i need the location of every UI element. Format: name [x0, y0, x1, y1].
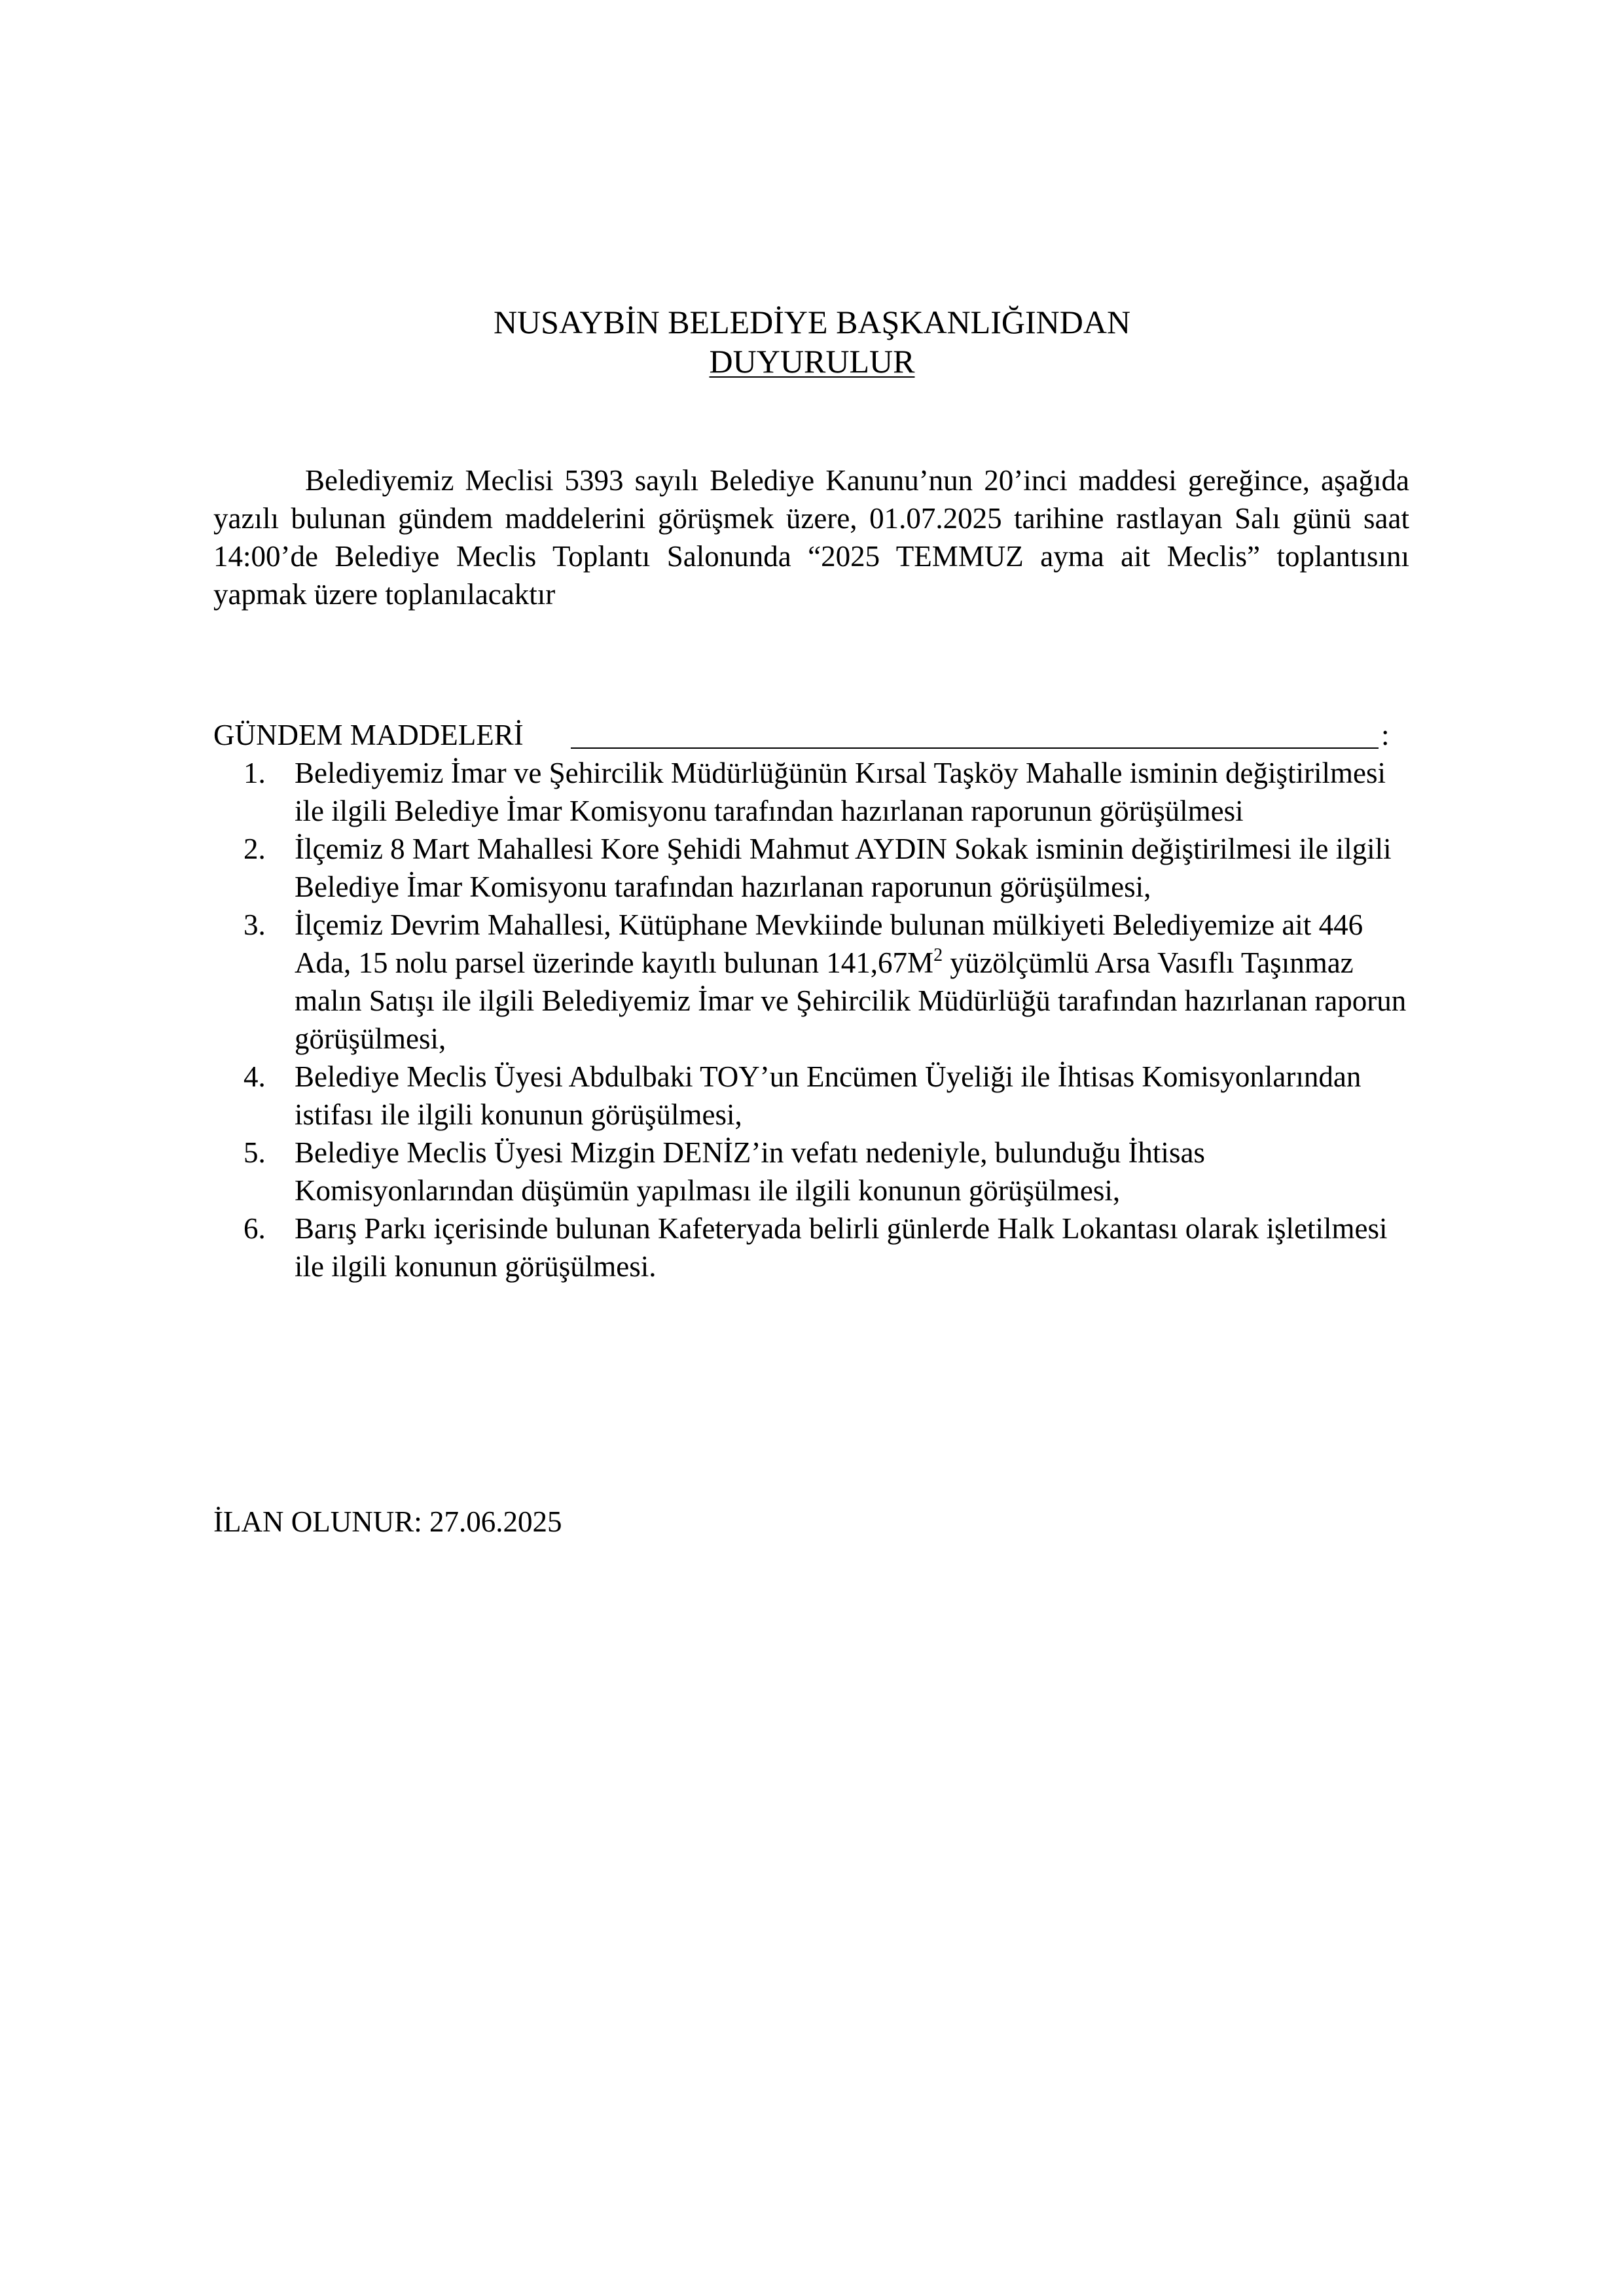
agenda-item-6	[213, 1210, 1409, 1285]
agenda-item-number: 6.	[244, 1212, 266, 1245]
agenda-item-text-after: yüzölçümlü Arsa Vasıflı Taşınmaz malın Satışı ile ilgili Belediyemiz İmar ve Şehircilik Müdürlüğü tarafından hazırlanan raporun görüşülmesi,	[295, 946, 1407, 1055]
agenda-list	[213, 754, 1409, 1285]
announcement-date-line: İLAN OLUNUR: 27.06.2025	[213, 1505, 562, 1538]
agenda-item-number: 1.	[244, 757, 266, 789]
agenda-underline	[571, 747, 1379, 749]
agenda-title: GÜNDEM MADDELERİ	[213, 719, 524, 751]
agenda-item-number: 5.	[244, 1136, 266, 1169]
heading-title: NUSAYBİN BELEDİYE BAŞKANLIĞINDAN	[493, 304, 1131, 340]
intro-paragraph: Belediyemiz Meclisi 5393 sayılı Belediye Kanunu’nun 20’inci maddesi gereğince, aşağıda yazılı bulunan gündem maddelerini görüşmek üzere, 01.07.2025 tarihine rastlayan Salı günü saat 14:00’de Belediye Meclis Toplantı Salonunda “2025 TEMMUZ ayma ait Meclis” toplantısını yapmak üzere toplanılacaktır	[213, 464, 1409, 611]
document-heading	[0, 302, 1624, 381]
agenda-item-text: Belediyemiz İmar ve Şehircilik Müdürlüğünün Kırsal Taşköy Mahalle isminin değiştirilmesi ile ilgili Belediye İmar Komisyonu tarafından hazırlanan raporunun görüşülmesi	[295, 757, 1386, 827]
agenda-header	[213, 716, 1409, 754]
agenda-item-text: Barış Parkı içerisinde bulunan Kafeteryada belirli günlerde Halk Lokantası olarak işletilmesi ile ilgili konunun görüşülmesi.	[295, 1212, 1388, 1283]
agenda-item-number: 3.	[244, 908, 266, 941]
agenda-item-text: Belediye Meclis Üyesi Abdulbaki TOY’un Encümen Üyeliği ile İhtisas Komisyonlarından istifası ile ilgili konunun görüşülmesi,	[295, 1060, 1362, 1131]
agenda-item-number: 2.	[244, 833, 266, 865]
heading-subtitle: DUYURULUR	[709, 343, 915, 380]
agenda-item-2	[213, 830, 1409, 906]
area-superscript: 2	[933, 945, 943, 965]
agenda-colon: :	[1381, 719, 1390, 751]
agenda-item-1	[213, 754, 1409, 830]
agenda-item-3	[213, 906, 1409, 1058]
agenda-item-5	[213, 1134, 1409, 1210]
agenda-item-text-before: İlçemiz Devrim Mahallesi, Kütüphane Mevkiinde bulunan mülkiyeti Belediyemize ait 446 Ada, 15 nolu parsel üzerinde kayıtlı bulunan 141,67M	[295, 908, 1363, 979]
agenda-item-number: 4.	[244, 1060, 266, 1093]
agenda-item-text: İlçemiz 8 Mart Mahallesi Kore Şehidi Mahmut AYDIN Sokak isminin değiştirilmesi ile ilgili Belediye İmar Komisyonu tarafından hazırlanan raporunun görüşülmesi,	[295, 833, 1392, 903]
agenda-item-4	[213, 1058, 1409, 1134]
agenda-item-text: Belediye Meclis Üyesi Mizgin DENİZ’in vefatı nedeniyle, bulunduğu İhtisas Komisyonlarından düşümün yapılması ile ilgili konunun görüşülmesi,	[295, 1136, 1205, 1207]
